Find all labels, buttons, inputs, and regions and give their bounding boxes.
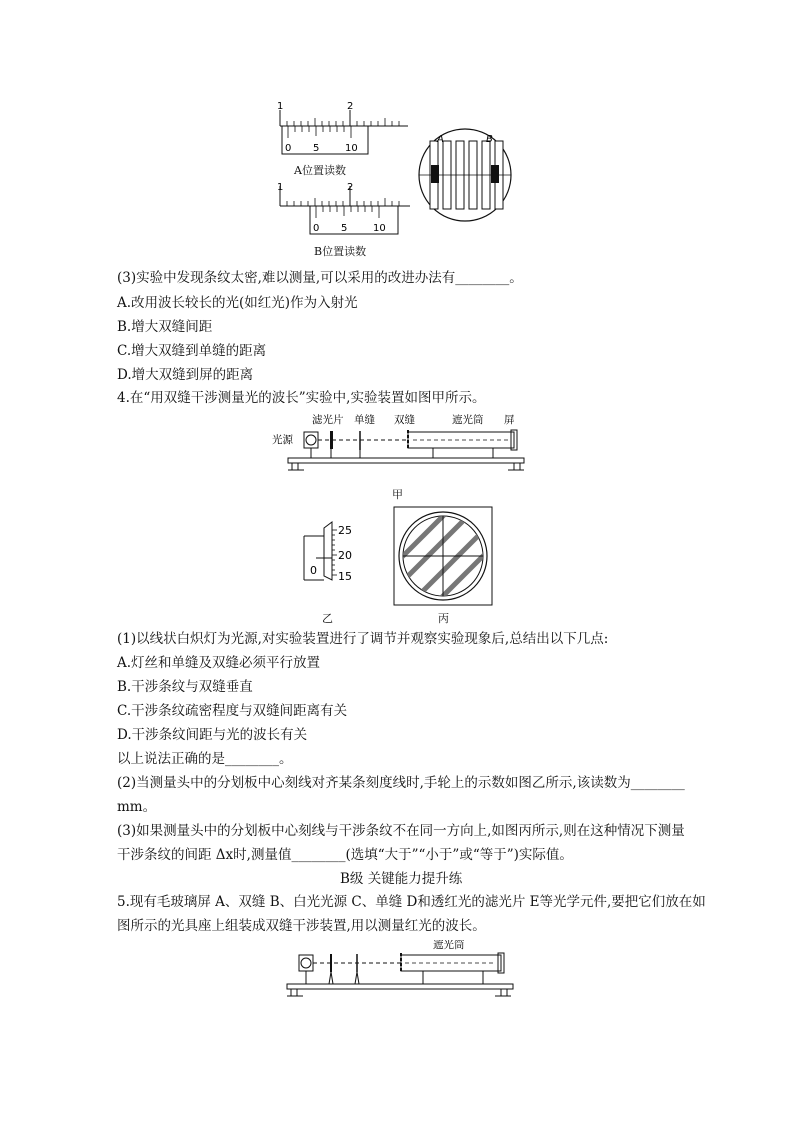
q3-option-a: A.改用波长较长的光(如红光)作为入射光 (117, 295, 358, 311)
q3-option-d: D.增大双缝到屏的距离 (117, 367, 254, 383)
apparatus-figure-jia (268, 410, 533, 482)
q4-part2-line1: (2)当测量头中的分划板中心刻线对齐某条刻度线时,手轮上的示数如图乙所示,该读数为________ (117, 775, 685, 791)
label-a: A (437, 134, 444, 145)
vernier-label-5b: 5 (341, 223, 348, 234)
q4-part2-line2: mm。 (117, 799, 157, 815)
caption-jia: 甲 (392, 488, 403, 501)
q5-label-hood: 遮光筒 (433, 940, 465, 951)
section-b-title: B级 关键能力提升练 (340, 871, 463, 887)
q4-part3-line2: 干涉条纹的间距 Δx时,测量值________(选填“大于”“小于”或“等于”)实际值。 (117, 847, 573, 863)
label-filter: 滤光片 (312, 414, 344, 426)
eyepiece-figure-bing (393, 506, 493, 606)
q4-stem: 4.在“用双缝干涉测量光的波长”实验中,实验装置如图甲所示。 (117, 390, 486, 406)
q3-stem: (3)实验中发现条纹太密,难以测量,可以采用的改进办法有________。 (117, 270, 523, 286)
caption-b-reading: B位置读数 (314, 245, 367, 258)
caption-bing: 丙 (438, 612, 449, 625)
label-single-slit: 单缝 (354, 414, 375, 426)
label-light-source: 光源 (272, 434, 293, 446)
scale-label-1a: 1 (277, 101, 284, 112)
vernier-label-10a: 10 (345, 143, 358, 154)
q5-apparatus-figure (283, 940, 523, 1004)
q3-option-c: C.增大双缝到单缝的距离 (117, 343, 267, 359)
q3-option-b: B.增大双缝间距 (117, 319, 213, 335)
scale-label-1b: 1 (277, 182, 284, 193)
label-b: B (486, 134, 493, 145)
micrometer-label-25: 25 (338, 524, 352, 537)
q4-part3-line1: (3)如果测量头中的分划板中心刻线与干涉条纹不在同一方向上,如图丙所示,则在这种情况下测量 (117, 823, 685, 839)
q4-part1-option-c: C.干涉条纹疏密程度与双缝间距离有关 (117, 703, 348, 719)
micrometer-figure-yi (302, 518, 362, 584)
vernier-label-5a: 5 (313, 143, 320, 154)
label-hood: 遮光筒 (452, 414, 484, 426)
vernier-figure (270, 100, 420, 260)
q5-line1: 5.现有毛玻璃屏 A、双缝 B、白光光源 C、单缝 D和透红光的滤光片 E等光学元件,要把它们放在如 (117, 894, 706, 910)
caption-a-reading: A位置读数 (294, 164, 346, 177)
q4-part1-answer: 以上说法正确的是________。 (117, 751, 293, 767)
caption-yi: 乙 (322, 612, 333, 625)
q5-line2: 图所示的光具座上组装成双缝干涉装置,用以测量红光的波长。 (117, 918, 486, 934)
q4-part1-option-a: A.灯丝和单缝及双缝必须平行放置 (117, 655, 321, 671)
label-screen: 屏 (504, 414, 515, 426)
label-double-slit: 双缝 (394, 414, 415, 426)
q4-part1-stem: (1)以线状白炽灯为光源,对实验装置进行了调节并观察实验现象后,总结出以下几点: (117, 631, 609, 647)
vernier-label-10b: 10 (373, 223, 386, 234)
q4-part1-option-d: D.干涉条纹间距与光的波长有关 (117, 727, 308, 743)
scale-label-2b: 2 (347, 182, 354, 193)
micrometer-label-0: 0 (310, 564, 317, 577)
q4-part1-option-b: B.干涉条纹与双缝垂直 (117, 679, 253, 695)
micrometer-label-15: 15 (338, 570, 352, 583)
vernier-label-0a: 0 (285, 143, 292, 154)
eyepiece-top-figure (408, 127, 523, 223)
scale-label-2a: 2 (347, 101, 354, 112)
vernier-label-0b: 0 (313, 223, 320, 234)
micrometer-label-20: 20 (338, 549, 352, 562)
